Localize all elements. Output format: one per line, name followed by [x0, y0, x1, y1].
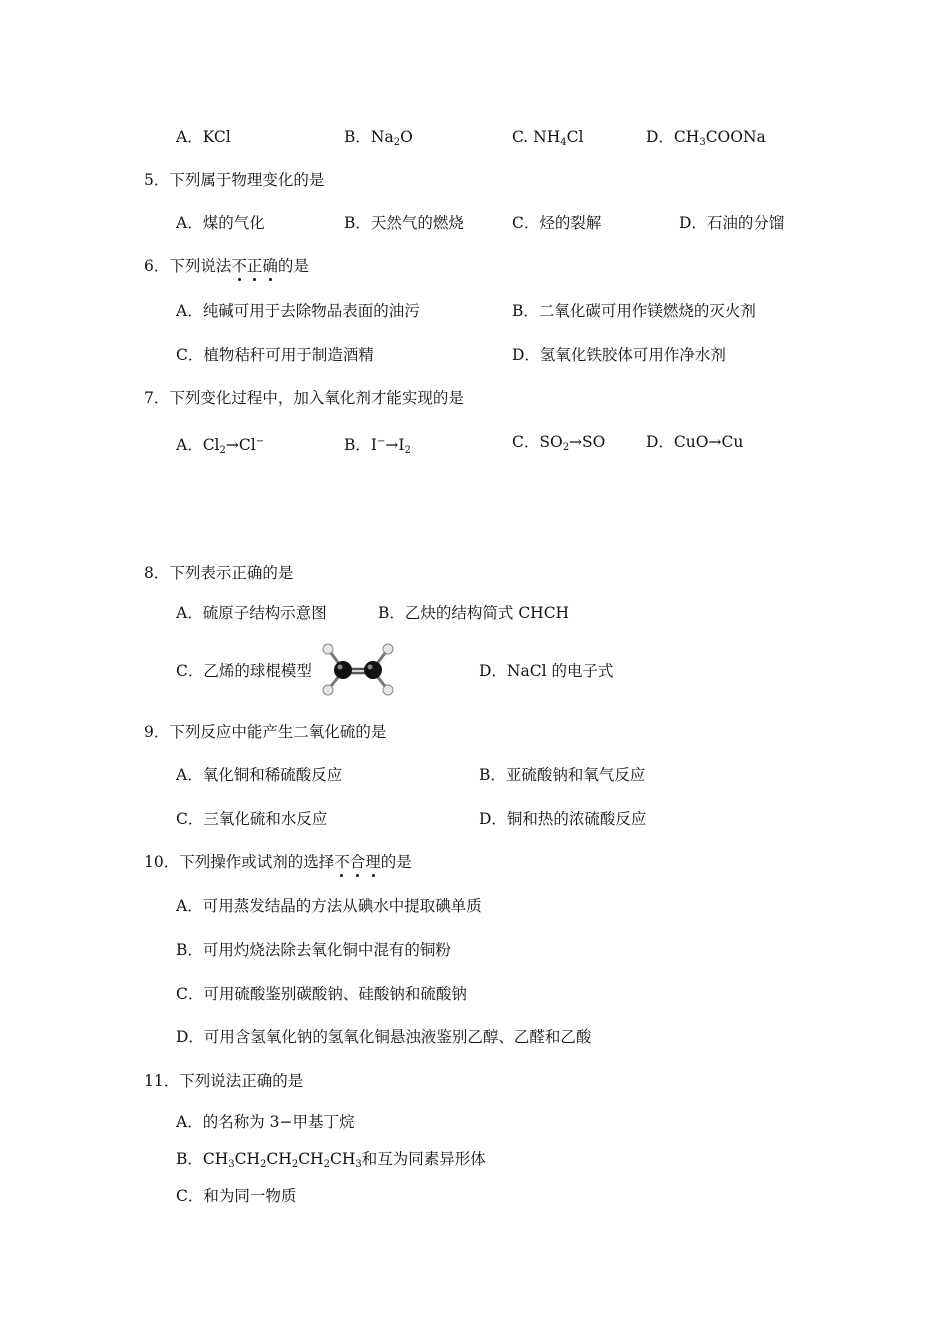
q9-stem: 9．下列反应中能产生二氧化硫的是	[144, 723, 387, 741]
q10-option-c: C．可用硫酸鉴别碳酸钠、硅酸钠和硫酸钠	[176, 985, 467, 1003]
emphasis-mark: 合	[349, 853, 366, 871]
q7-option-d: D．CuO→Cu	[646, 433, 744, 451]
q8-option-c: C．乙烯的球棍模型	[176, 662, 312, 680]
emphasis-mark: 确	[262, 257, 278, 275]
q6-option-d: D．氢氧化铁胶体可用作净水剂	[512, 346, 726, 364]
q7-option-c: C．$SO_2\to SO$	[512, 433, 606, 453]
q9-option-d: D．铜和热的浓硫酸反应	[479, 810, 647, 828]
q8-option-b: B．乙炔的结构简式 CHCH	[378, 604, 570, 622]
q9-option-a: A．氧化铜和稀硫酸反应	[176, 766, 343, 784]
q5-option-a: A．煤的气化	[176, 214, 265, 232]
q10-option-a: A．可用蒸发结晶的方法从碘水中提取碘单质	[176, 897, 482, 915]
q11-option-c: C．和为同一物质	[176, 1187, 297, 1205]
q4-option-c: C. $NH_4Cl$	[512, 128, 584, 148]
q8-stem: 8．下列表示正确的是	[144, 564, 294, 582]
q10-stem: 10．下列操作或试剂的选择不合理的是	[144, 853, 412, 871]
q4-option-a: A．KCl	[176, 128, 231, 146]
q7-option-a: A．$Cl_2\to Cl^-$	[176, 436, 265, 456]
q7-stem: 7．下列变化过程中，加入氧化剂才能实现的是	[144, 389, 464, 407]
q10-option-d: D．可用含氢氧化钠的氢氧化铜悬浊液鉴别乙醇、乙醛和乙酸	[176, 1028, 592, 1046]
q6-option-c: C．植物秸秆可用于制造酒精	[176, 346, 374, 364]
q5-stem: 5．下列属于物理变化的是	[144, 171, 325, 189]
ethylene-ball-stick-model	[321, 640, 397, 698]
q4-option-b: B．$Na_2O$	[344, 128, 413, 148]
q11-stem: 11．下列说法正确的是	[144, 1072, 304, 1090]
emphasis-mark: 不	[231, 257, 247, 275]
q8-option-d: D．NaCl 的电子式	[479, 662, 614, 680]
q9-option-b: B．亚硫酸钠和氧气反应	[479, 766, 646, 784]
q9-option-c: C．三氧化硫和水反应	[176, 810, 328, 828]
q6-option-a: A．纯碱可用于去除物品表面的油污	[176, 302, 420, 320]
q4-option-d: D．$CH_3COONa$	[646, 128, 766, 148]
q8-option-a: A．硫原子结构示意图	[176, 604, 327, 622]
emphasis-mark: 正	[246, 257, 263, 275]
q11-option-a: A．的名称为 3−甲基丁烷	[176, 1113, 355, 1131]
q6-stem: 6．下列说法不正确的是	[144, 257, 309, 275]
q5-option-d: D．石油的分馏	[679, 214, 785, 232]
q5-option-c: C．烃的裂解	[512, 214, 602, 232]
q5-option-b: B．天然气的燃烧	[344, 214, 464, 232]
q7-option-b: B．$I^-\to I_2$	[344, 436, 411, 456]
q10-option-b: B．可用灼烧法除去氧化铜中混有的铜粉	[176, 941, 451, 959]
emphasis-mark: 不	[334, 853, 350, 871]
emphasis-mark: 理	[365, 853, 381, 871]
q11-option-b: B．$CH_3CH_2CH_2CH_2CH_3$和互为同素异形体	[176, 1150, 486, 1170]
q6-option-b: B．二氧化碳可用作镁燃烧的灭火剂	[512, 302, 756, 320]
